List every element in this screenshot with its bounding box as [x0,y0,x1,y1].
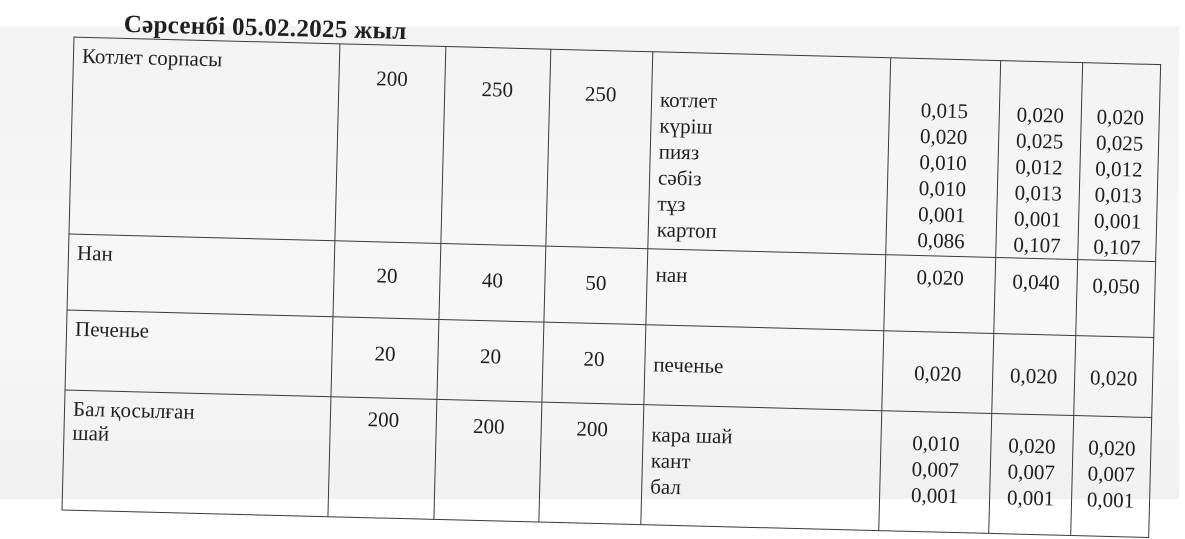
amount-cell-1 [882,331,994,414]
dish-name: Печенье [74,316,150,343]
amount-cell-3 [1071,416,1152,538]
portion-cell [335,44,446,244]
menu-table [61,37,1161,538]
portion-cell [544,246,648,325]
portion-cell [331,317,439,400]
amount-value: 0,020 [1008,433,1056,459]
portion-cell [441,47,551,247]
amount-value: 0,086 [917,228,966,254]
amount-cell-2 [992,333,1076,415]
dish-name-cell [65,310,333,397]
portion-cell [542,322,646,405]
amount-value: 0,010 [919,150,967,176]
ingredients-cell [641,405,882,531]
amount-value: 0,107 [1013,232,1061,258]
amount-value: 0,020 [919,124,968,150]
dish-name-cell [69,37,340,241]
dish-name: Бал қосылған [72,396,195,424]
ingredient: пияз [658,139,700,165]
ingredients-cell [644,325,884,411]
portion-cell [434,399,542,522]
amount-value: 0,020 [1016,102,1065,128]
amount-value: 0,010 [912,430,960,457]
ingredient: күріш [659,113,713,139]
portion-value: 200 [472,413,505,439]
amount-value: 0,015 [920,98,969,124]
ingredient: нан [655,262,688,288]
amount-value: 0,001 [1086,487,1135,513]
amount-value: 0,020 [916,265,965,291]
ingredient: бал [649,474,682,500]
portion-value: 40 [481,268,504,293]
amount-cell-3 [1074,336,1154,418]
portion-value: 250 [584,81,617,107]
amount-value: 0,040 [1012,269,1061,295]
ingredient: печенье [653,352,724,379]
amount-value: 0,001 [1013,206,1062,232]
portion-cell [539,402,644,525]
dish-name: шай [72,420,110,446]
amount-cell-1 [886,58,1001,258]
portion-value: 50 [585,270,607,296]
amount-cell-2 [996,61,1083,260]
portion-value: 200 [375,66,409,92]
amount-value: 0,012 [1095,156,1143,182]
dish-name: Нан [76,240,114,266]
portion-cell [439,243,546,322]
ingredient: тұз [657,191,686,217]
amount-value: 0,050 [1092,273,1140,299]
dish-name-cell [62,390,331,517]
table-row [69,37,1161,261]
amount-value: 0,020 [1089,365,1138,391]
amount-value: 0,010 [918,176,967,202]
portion-cell [328,397,437,520]
portion-value: 20 [479,343,502,369]
ingredient: картоп [656,217,718,243]
amount-value: 0,020 [1009,363,1058,389]
document-title: Сәрсенбі 05.02.2025 жыл [123,10,408,46]
dish-name-cell [67,234,335,317]
ingredient: котлет [659,87,718,113]
amount-value: 0,007 [1007,459,1056,485]
amount-value: 0,012 [1015,154,1063,180]
portion-value: 20 [376,263,398,288]
portion-value: 200 [576,416,609,442]
amount-value: 0,007 [1087,461,1136,487]
amount-cell-3 [1078,63,1161,262]
amount-value: 0,025 [1095,130,1144,156]
amount-value: 0,001 [1093,208,1142,234]
amount-value: 0,020 [1087,435,1136,461]
amount-value: 0,007 [911,456,960,483]
portion-value: 20 [583,346,605,372]
amount-value: 0,013 [1094,182,1143,208]
ingredients-cell [648,52,891,255]
amount-cell-3 [1076,260,1156,338]
ingredient: кара шай [651,422,733,449]
amount-cell-2 [994,258,1078,336]
amount-value: 0,107 [1093,234,1141,260]
ingredients-cell [646,249,886,331]
amount-cell-2 [989,413,1074,535]
portion-cell [546,49,653,249]
ingredient: сәбіз [657,165,702,191]
amount-value: 0,001 [1006,485,1055,511]
amount-value: 0,001 [917,202,966,228]
portion-value: 200 [367,407,400,432]
ingredient: кант [650,448,691,474]
portion-value: 250 [481,76,514,102]
amount-cell-1 [884,255,996,334]
amount-value: 0,001 [910,482,959,509]
portion-cell [333,241,441,320]
amount-value: 0,020 [913,360,962,387]
amount-value: 0,020 [1096,104,1145,130]
dish-name: Котлет сорпасы [81,43,223,72]
amount-value: 0,025 [1015,128,1064,154]
portion-cell [437,319,544,402]
amount-cell-1 [879,411,992,534]
amount-value: 0,013 [1014,180,1063,206]
portion-value: 20 [374,341,396,366]
